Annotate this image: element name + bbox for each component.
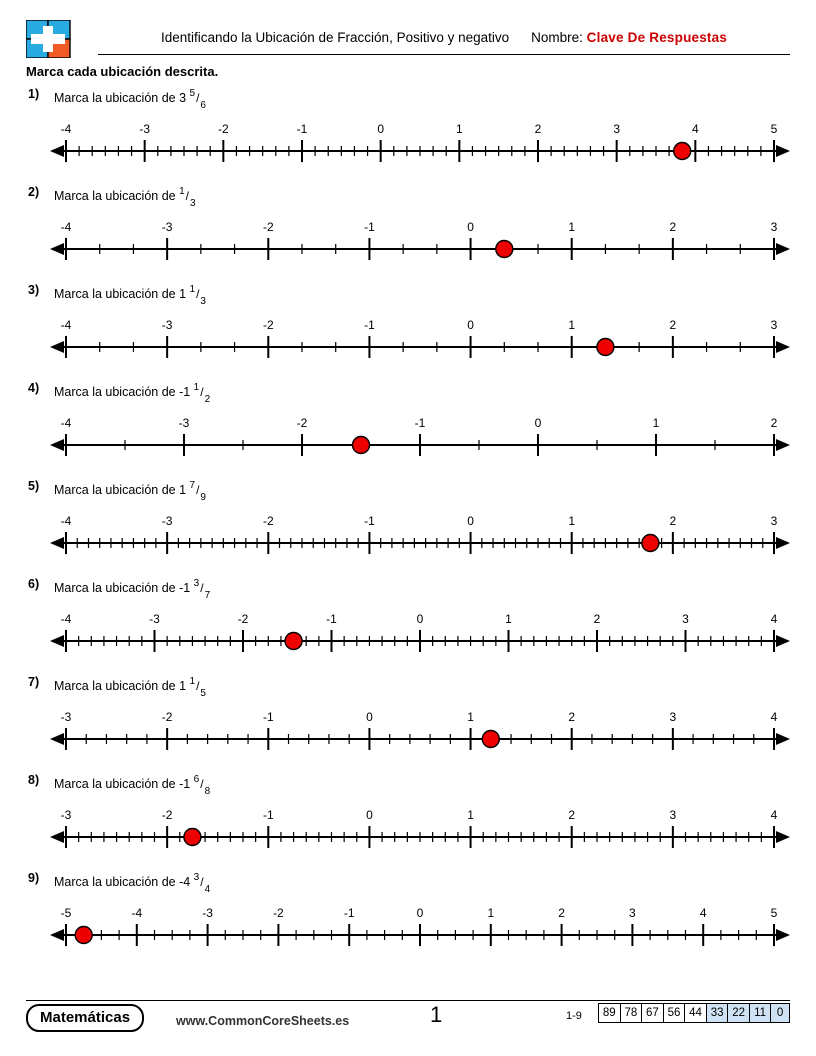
problem-prompt: [54, 775, 210, 795]
fraction-numerator: 1: [193, 382, 200, 393]
fraction-denominator: 7: [204, 589, 211, 601]
svg-text:-4: -4: [60, 416, 72, 430]
problem-number: 7): [28, 675, 40, 689]
fraction-numerator: 1: [179, 186, 185, 197]
svg-text:3: 3: [669, 808, 677, 822]
number-line[interactable]: [50, 209, 790, 265]
fraction-numerator: 3: [193, 578, 200, 589]
problem-prompt: [54, 677, 206, 697]
svg-text:-2: -2: [217, 122, 229, 136]
svg-text:-4: -4: [60, 612, 72, 626]
fraction-denominator: 3: [189, 197, 196, 209]
instruction-text: Marca cada ubicación descrita.: [26, 64, 219, 79]
svg-text:-1: -1: [364, 318, 375, 332]
svg-text:-1: -1: [414, 416, 426, 430]
svg-text:3: 3: [770, 514, 778, 528]
svg-text:1: 1: [467, 808, 474, 822]
problem-number: 2): [28, 185, 40, 199]
fraction-numerator: 1: [189, 676, 196, 687]
fraction-bar: /: [200, 581, 204, 596]
problem-2: [26, 185, 790, 283]
fraction-denominator: 8: [204, 785, 211, 797]
svg-text:2: 2: [669, 514, 677, 528]
svg-text:3: 3: [629, 906, 636, 920]
fraction: [179, 187, 195, 207]
svg-text:0: 0: [467, 318, 474, 332]
svg-text:-3: -3: [60, 710, 72, 724]
problem-prompt: [54, 285, 206, 305]
prompt-text: Marca la ubicación de -4: [54, 875, 194, 890]
fraction-bar: /: [200, 777, 204, 792]
prompt-text: Marca la ubicación de 1: [54, 483, 190, 498]
svg-text:2: 2: [593, 612, 601, 626]
svg-text:-2: -2: [262, 514, 274, 528]
fraction-numerator: 6: [193, 774, 200, 785]
svg-text:-2: -2: [262, 220, 274, 234]
number-line[interactable]: [50, 111, 790, 167]
svg-text:-4: -4: [60, 220, 72, 234]
svg-text:-2: -2: [262, 318, 274, 332]
svg-text:-3: -3: [60, 808, 72, 822]
fraction: [190, 89, 206, 109]
prompt-text: Marca la ubicación de -1: [54, 777, 194, 792]
svg-text:1: 1: [568, 220, 576, 234]
problem-1: [26, 87, 790, 185]
score-cell: 44: [685, 1004, 707, 1023]
score-cell: 89: [599, 1004, 621, 1023]
svg-text:-1: -1: [262, 710, 274, 724]
fraction-numerator: 5: [189, 88, 196, 99]
svg-text:-2: -2: [161, 808, 173, 822]
svg-text:3: 3: [682, 612, 689, 626]
svg-text:0: 0: [467, 514, 474, 528]
fraction-denominator: 5: [200, 687, 206, 699]
footer-divider: [26, 1000, 790, 1001]
problem-number: 3): [28, 283, 40, 297]
number-line[interactable]: [50, 699, 790, 755]
svg-text:0: 0: [377, 122, 385, 136]
fraction-bar: /: [196, 679, 200, 694]
problem-3: [26, 283, 790, 381]
svg-text:1: 1: [568, 318, 576, 332]
problem-4: [26, 381, 790, 479]
problem-number: 4): [28, 381, 40, 395]
fraction-denominator: 6: [200, 99, 206, 111]
svg-text:1: 1: [487, 906, 495, 920]
problem-number: 6): [28, 577, 40, 591]
fraction: [194, 775, 210, 795]
score-table: [598, 1003, 790, 1023]
header-divider: [98, 54, 790, 55]
problem-6: [26, 577, 790, 675]
score-cell: 33: [706, 1004, 728, 1023]
problem-number: 8): [28, 773, 40, 787]
svg-text:1: 1: [652, 416, 660, 430]
svg-text:2: 2: [558, 906, 565, 920]
problem-8: [26, 773, 790, 871]
svg-text:-3: -3: [161, 514, 173, 528]
svg-text:2: 2: [568, 808, 576, 822]
number-line[interactable]: [50, 307, 790, 363]
score-cell: 56: [663, 1004, 685, 1023]
prompt-text: Marca la ubicación de -1: [54, 581, 194, 596]
svg-text:-2: -2: [237, 612, 249, 626]
svg-text:3: 3: [770, 318, 778, 332]
svg-text:4: 4: [770, 808, 778, 822]
svg-text:0: 0: [366, 808, 373, 822]
svg-text:-1: -1: [364, 220, 375, 234]
svg-text:-3: -3: [139, 122, 151, 136]
number-line[interactable]: [50, 797, 790, 853]
fraction-denominator: 3: [200, 295, 206, 307]
svg-text:-1: -1: [343, 906, 355, 920]
svg-text:0: 0: [366, 710, 373, 724]
svg-text:5: 5: [770, 906, 778, 920]
fraction-bar: /: [185, 189, 189, 204]
svg-text:4: 4: [699, 906, 707, 920]
page-title: Identificando la Ubicación de Fracción, Positivo y negativo: [160, 30, 510, 45]
svg-text:-3: -3: [149, 612, 160, 626]
svg-text:0: 0: [534, 416, 542, 430]
problem-number: 5): [28, 479, 40, 493]
name-label: Nombre:: [531, 30, 583, 45]
svg-text:2: 2: [669, 220, 677, 234]
svg-text:1: 1: [568, 514, 576, 528]
svg-text:-3: -3: [161, 318, 173, 332]
svg-text:0: 0: [416, 906, 424, 920]
page-header: [26, 18, 790, 62]
svg-text:-3: -3: [161, 220, 173, 234]
svg-text:0: 0: [467, 220, 474, 234]
fraction: [190, 285, 206, 305]
svg-text:-2: -2: [296, 416, 308, 430]
fraction-numerator: 3: [193, 872, 200, 883]
fraction: [194, 383, 210, 403]
fraction-numerator: 1: [189, 284, 196, 295]
svg-text:3: 3: [669, 710, 677, 724]
svg-text:-2: -2: [161, 710, 173, 724]
svg-text:-1: -1: [262, 808, 274, 822]
problem-number: 9): [28, 871, 40, 885]
fraction-denominator: 9: [200, 491, 206, 503]
svg-text:-4: -4: [60, 122, 72, 136]
header-text-row: [98, 30, 790, 45]
svg-text:2: 2: [770, 416, 778, 430]
svg-text:4: 4: [691, 122, 699, 136]
number-line[interactable]: [50, 895, 790, 951]
svg-text:-1: -1: [326, 612, 337, 626]
svg-text:3: 3: [770, 220, 778, 234]
svg-text:-1: -1: [364, 514, 375, 528]
fraction-denominator: 2: [204, 393, 211, 405]
problem-prompt: [54, 383, 210, 403]
score-range-label: 1-9: [566, 1010, 582, 1022]
prompt-text: Marca la ubicación de 1: [54, 287, 190, 302]
svg-text:1: 1: [455, 122, 463, 136]
fraction: [190, 677, 206, 697]
problem-number: 1): [28, 87, 40, 101]
problem-prompt: [54, 579, 210, 599]
prompt-text: Marca la ubicación de 1: [54, 679, 190, 694]
problem-prompt: [54, 187, 196, 207]
svg-text:-3: -3: [202, 906, 213, 920]
problem-5: [26, 479, 790, 577]
fraction-bar: /: [200, 875, 204, 890]
score-cell: 67: [642, 1004, 664, 1023]
problem-prompt: [54, 873, 210, 893]
score-cell: 78: [620, 1004, 642, 1023]
page-footer: [26, 1000, 790, 1042]
svg-text:-4: -4: [131, 906, 143, 920]
svg-text:-4: -4: [60, 514, 72, 528]
svg-text:-5: -5: [60, 906, 72, 920]
svg-text:1: 1: [505, 612, 512, 626]
answer-key-badge: Clave De Respuestas: [586, 30, 728, 45]
svg-text:2: 2: [534, 122, 542, 136]
fraction-numerator: 7: [189, 480, 196, 491]
fraction: [194, 579, 210, 599]
website-url: www.CommonCoreSheets.es: [176, 1014, 350, 1028]
problem-list: [26, 87, 790, 969]
brand-badge: Matemáticas: [26, 1004, 144, 1032]
fraction-bar: /: [196, 287, 200, 302]
svg-text:0: 0: [416, 612, 424, 626]
prompt-text: Marca la ubicación de -1: [54, 385, 194, 400]
svg-text:3: 3: [613, 122, 621, 136]
fraction-bar: /: [196, 483, 200, 498]
svg-text:-2: -2: [273, 906, 284, 920]
fraction: [190, 481, 206, 501]
number-line[interactable]: [50, 601, 790, 657]
fraction: [194, 873, 210, 893]
page-number: 1: [430, 1002, 443, 1027]
number-line[interactable]: [50, 503, 790, 559]
svg-text:2: 2: [568, 710, 576, 724]
svg-text:-4: -4: [60, 318, 72, 332]
svg-text:4: 4: [770, 710, 778, 724]
fraction-denominator: 4: [204, 883, 211, 895]
problem-prompt: [54, 89, 206, 109]
problem-7: [26, 675, 790, 773]
svg-text:4: 4: [770, 612, 778, 626]
svg-text:5: 5: [770, 122, 778, 136]
prompt-text: Marca la ubicación de: [54, 189, 180, 204]
fraction-bar: /: [196, 91, 200, 106]
number-line[interactable]: [50, 405, 790, 461]
svg-text:2: 2: [669, 318, 677, 332]
svg-text:-1: -1: [296, 122, 308, 136]
svg-text:-3: -3: [178, 416, 190, 430]
prompt-text: Marca la ubicación de 3: [54, 91, 190, 106]
svg-text:1: 1: [467, 710, 474, 724]
score-cell: 0: [771, 1004, 790, 1023]
commoncoresheets-logo-icon: [26, 20, 82, 58]
score-cell: 11: [749, 1004, 770, 1023]
problem-prompt: [54, 481, 206, 501]
fraction-bar: /: [200, 385, 204, 400]
problem-9: [26, 871, 790, 969]
score-cell: 22: [728, 1004, 750, 1023]
